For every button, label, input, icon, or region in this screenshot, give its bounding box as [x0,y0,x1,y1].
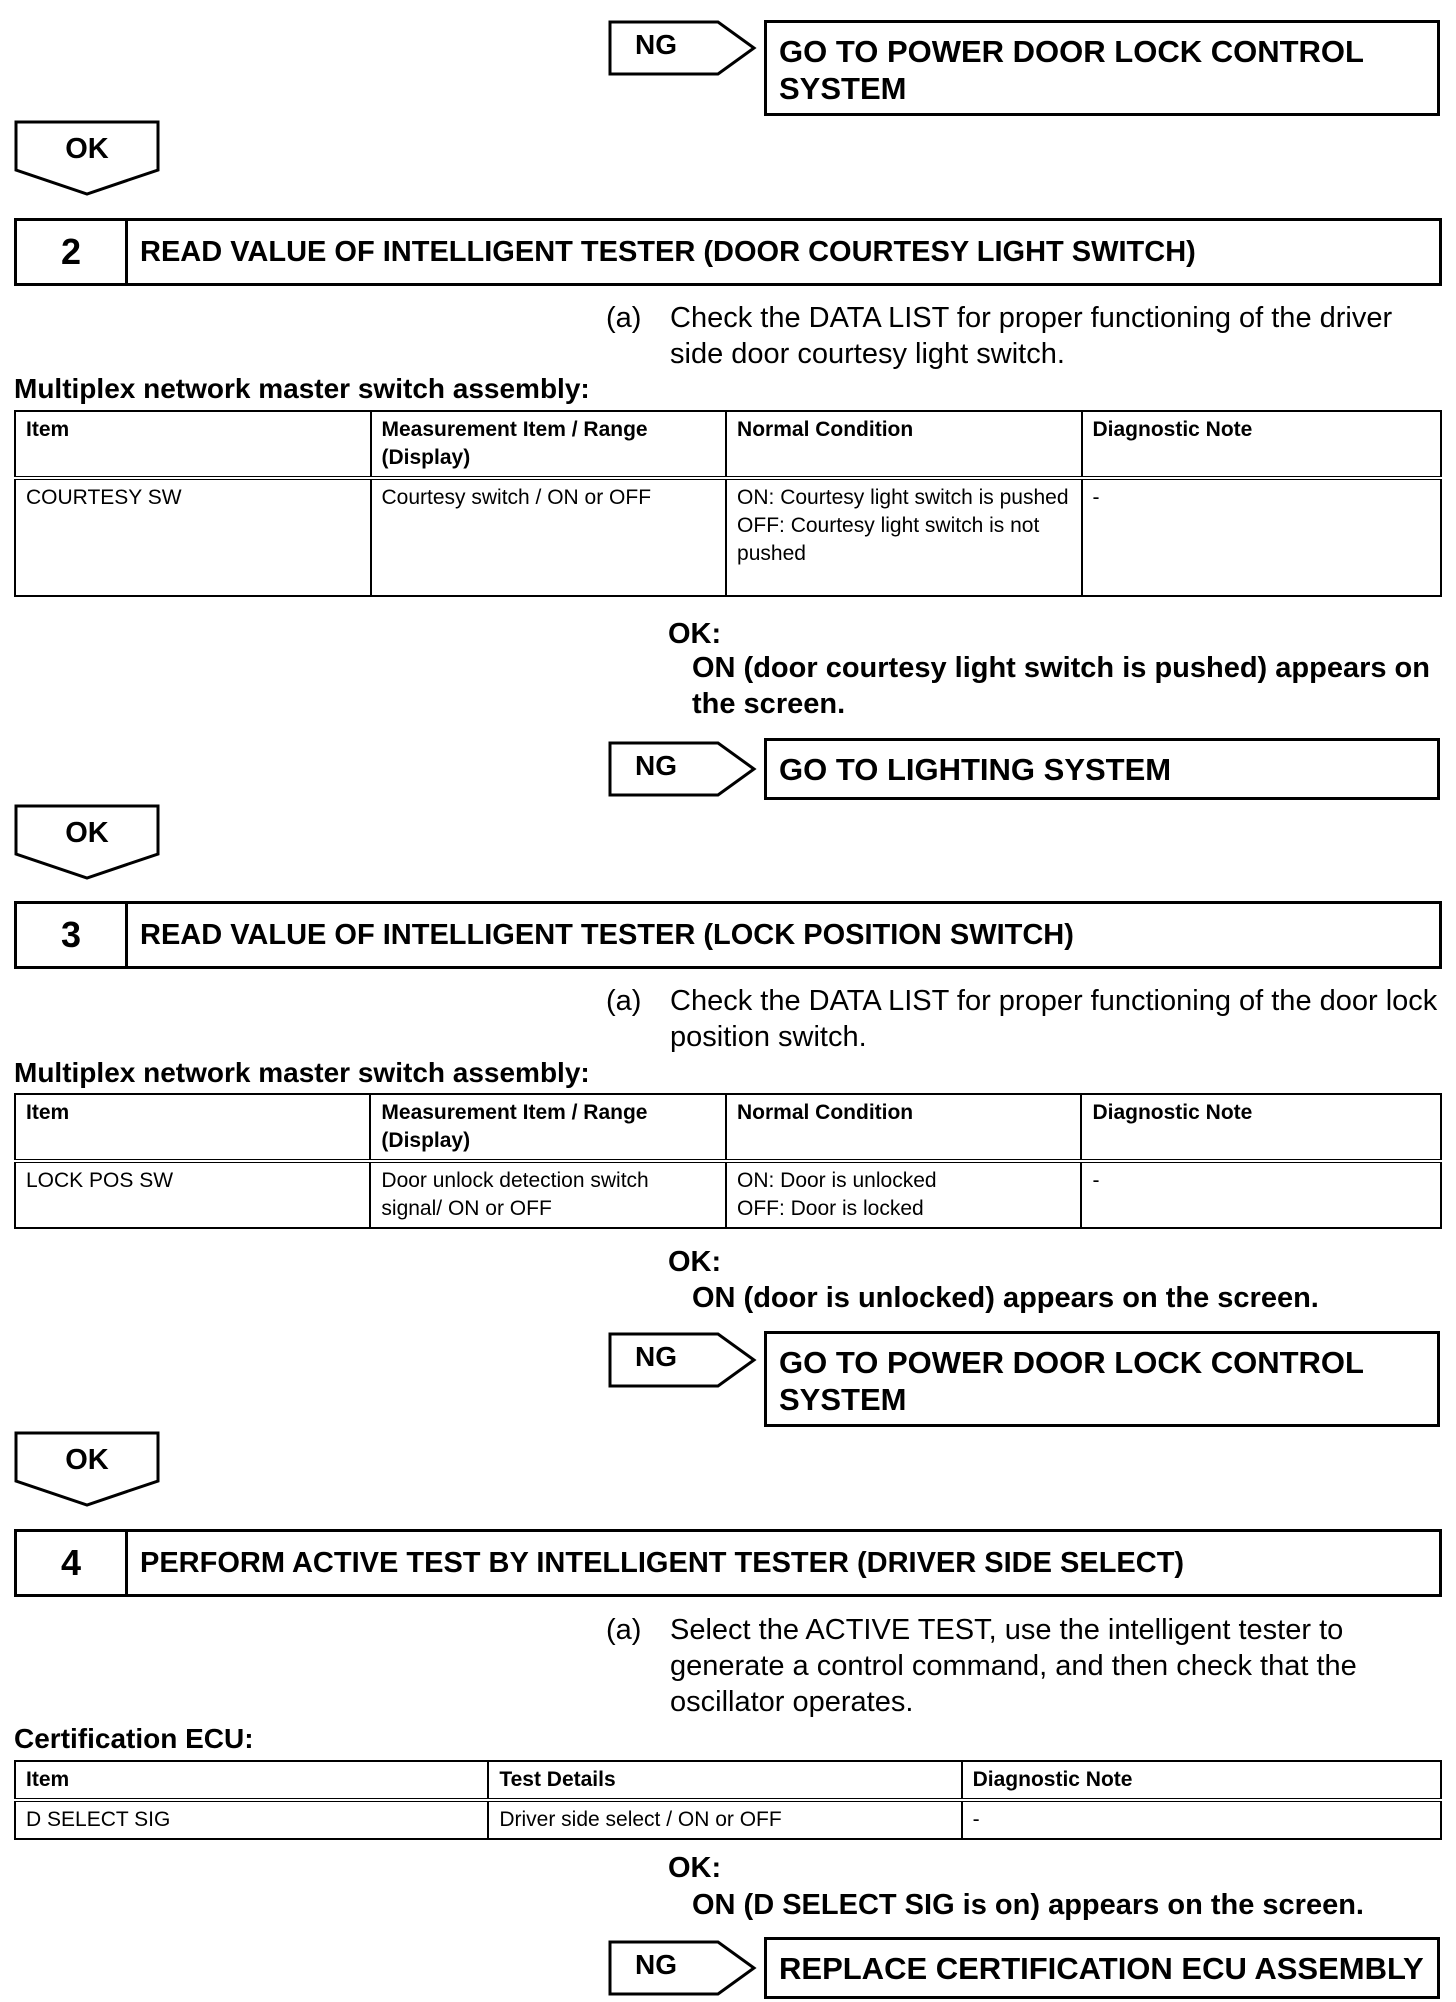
table-header: Diagnostic Note [1081,1094,1441,1161]
step-3-header [14,901,1442,969]
ok-heading: OK: [668,1246,722,1278]
item-cell: COURTESY SW [15,478,371,596]
normal-condition-cell [726,1161,1081,1228]
section-label: Certification ECU: [14,1723,254,1754]
measurement-cell: Door unlock detection switch signal/ ON or OFF [370,1161,726,1228]
normal-on-text: ON: Courtesy light switch is pushed [737,486,1069,509]
ng-label: NG [635,29,677,60]
ok-heading: OK: [668,1852,722,1884]
step-number: 3 [17,904,128,966]
section-label: Multiplex network master switch assembly: [14,1057,590,1088]
ok-condition-text: ON (door is unlocked) appears on the screen. [692,1282,1319,1314]
ok-condition-text: ON (door courtesy light switch is pushed) appears on the screen. [692,652,1430,720]
instruction-letter: (a) [606,1614,642,1646]
item-cell: LOCK POS SW [15,1161,370,1228]
ng-label: NG [635,1949,677,1980]
instruction-letter: (a) [606,302,642,334]
table-header: Normal Condition [726,411,1081,478]
step-number: 2 [17,221,128,283]
table-header: Measurement Item / Range (Display) [370,1094,726,1161]
step-title: READ VALUE OF INTELLIGENT TESTER (DOOR COURTESY LIGHT SWITCH) [140,235,1196,268]
ng-result-box: REPLACE CERTIFICATION ECU ASSEMBLY [764,1937,1440,1999]
data-list-table [14,410,1442,597]
normal-off-text: OFF: Courtesy light switch is not pushed [737,514,1040,565]
ok-label: OK [65,817,109,849]
item-cell: D SELECT SIG [15,1800,488,1839]
step-title: PERFORM ACTIVE TEST BY INTELLIGENT TESTER (DRIVER SIDE SELECT) [140,1546,1185,1579]
table-header: Measurement Item / Range (Display) [371,411,727,478]
instruction-text: Check the DATA LIST for proper functioning of the driver side door courtesy light switch. [670,302,1393,370]
table-header: Item [15,1094,370,1161]
section-label: Multiplex network master switch assembly: [14,373,590,404]
ng-label: NG [635,1341,677,1372]
ng-result-box: GO TO POWER DOOR LOCK CONTROL SYSTEM [764,1331,1440,1427]
ok-label: OK [65,133,109,165]
normal-off-text: OFF: Door is locked [736,1197,924,1220]
table-row [15,478,1441,596]
normal-on-text: ON: Door is unlocked [736,1169,937,1192]
step-4-header [14,1529,1442,1597]
table-header: Item [15,411,371,478]
diagnostic-note-cell: - [962,1800,1441,1839]
table-header: Diagnostic Note [1082,411,1442,478]
ng-label: NG [635,750,677,781]
step-title: READ VALUE OF INTELLIGENT TESTER (LOCK POSITION SWITCH) [140,918,1074,951]
measurement-cell: Courtesy switch / ON or OFF [371,478,727,596]
ng-result-box: GO TO LIGHTING SYSTEM [764,738,1440,800]
step-2-header [14,218,1442,286]
instruction-text: Check the DATA LIST for proper functioning of the door lock position switch. [670,985,1438,1053]
table-row [15,1800,1441,1839]
step-number: 4 [17,1532,128,1594]
ok-heading: OK: [668,618,722,650]
table-header: Item [15,1761,488,1800]
ng-result-box: GO TO POWER DOOR LOCK CONTROL SYSTEM [764,20,1440,116]
table-header: Normal Condition [726,1094,1081,1161]
ok-condition-text: ON (D SELECT SIG is on) appears on the screen. [692,1889,1364,1921]
ok-label: OK [65,1444,109,1476]
diagnostic-note-cell: - [1082,478,1442,596]
instruction-text: Select the ACTIVE TEST, use the intelligent tester to generate a control command, and then check that the oscillator operates. [670,1614,1357,1718]
table-header: Test Details [488,1761,961,1800]
instruction-letter: (a) [606,985,642,1017]
table-row [15,1161,1441,1228]
normal-condition-cell [726,478,1081,596]
data-list-table [14,1093,1442,1229]
diagnostic-note-cell: - [1081,1161,1441,1228]
active-test-table [14,1760,1442,1840]
table-header: Diagnostic Note [962,1761,1441,1800]
test-details-cell: Driver side select / ON or OFF [488,1800,961,1839]
